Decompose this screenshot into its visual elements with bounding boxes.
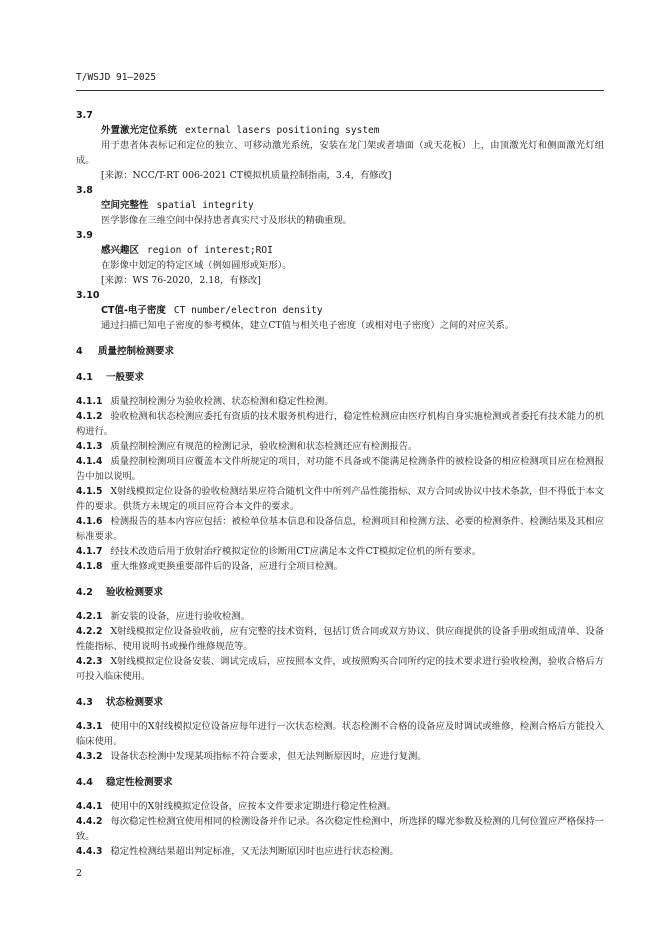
clause-number: 4.1.7 <box>76 546 103 557</box>
term-zh: 空间完整性 <box>101 200 149 211</box>
clause-number: 4.4.1 <box>76 801 103 812</box>
clause-number: 4.4.3 <box>76 846 103 857</box>
clause <box>76 544 604 559</box>
term-definition: 医学影像在三维空间中保持患者真实尺寸及形状的精确重现。 <box>101 215 353 226</box>
clause-text: 经技术改造后用于放射治疗模拟定位的诊断用CT应满足本文件CT模拟定位机的所有要求。 <box>110 546 482 557</box>
term-heading <box>76 198 604 213</box>
term-en: CT number/electron density <box>173 305 323 316</box>
term-number: 3.10 <box>76 290 100 301</box>
term-source: [来源：NCC/T-RT 006-2021 CT模拟机质量控制指南，3.4，有修改] <box>101 170 392 181</box>
term-definition: 用于患者体表标记和定位的独立、可移动激光系统，安装在龙门架或者墙面（或天花板）上，由顶激光灯和侧面激光灯组成。 <box>76 140 604 166</box>
clause-text: 质量控制检测分为验收检测、状态检测和稳定性检测。 <box>110 396 334 407</box>
section-title: 稳定性检测要求 <box>106 777 173 788</box>
clause <box>76 439 604 454</box>
term-zh: 外置激光定位系统 <box>101 125 178 136</box>
clause-text: 质量控制检测项目应覆盖本文件所规定的项目，对功能不具备或不能满足检测条件的被检设备的相应检测项目应在检测报告中加以说明。 <box>76 456 604 482</box>
term-number: 3.8 <box>76 185 93 196</box>
clause-number: 4.3.2 <box>76 751 103 762</box>
clause <box>76 799 604 814</box>
clause <box>76 844 604 859</box>
clause-text: 使用中的X射线模拟定位设备，应按本文件要求定期进行稳定性检测。 <box>110 801 397 812</box>
clause-number: 4.3.1 <box>76 721 103 732</box>
clause-text: 质量控制检测应有规范的检测记录，验收检测和状态检测还应有检测报告。 <box>110 441 418 452</box>
chapter-title: 质量控制检测要求 <box>98 346 175 357</box>
term-number: 3.9 <box>76 230 93 241</box>
clause <box>76 514 604 544</box>
clause-text: 使用中的X射线模拟定位设备应每年进行一次状态检测。状态检测不合格的设备应及时调试或维修，检测合格后方能投入临床使用。 <box>76 721 604 747</box>
clause-number: 4.1.8 <box>76 561 103 572</box>
clause <box>76 409 604 439</box>
term-entry <box>76 228 604 288</box>
clause-text: X射线模拟定位设备安装、调试完成后，应按照本文件，或按照购买合同所约定的技术要求进行验收检测，验收合格后方可投入临床使用。 <box>76 656 604 682</box>
term-source: [来源：WS 76-2020，2.18，有修改] <box>101 275 261 286</box>
chapter-number: 4 <box>76 346 83 357</box>
clause <box>76 654 604 684</box>
term-en: region of interest;ROI <box>147 245 273 256</box>
term-definition: 在影像中划定的特定区域（例如圆形或矩形）。 <box>101 260 292 271</box>
term-en: spatial integrity <box>156 200 254 211</box>
page-body <box>76 108 604 859</box>
clause-text: 设备状态检测中发现某项指标不符合要求，但无法判断原因时，应进行复测。 <box>110 751 427 762</box>
term-heading <box>76 303 604 318</box>
clause-number: 4.1.1 <box>76 396 103 407</box>
header-divider <box>76 90 604 91</box>
term-heading <box>76 243 604 258</box>
clause-text: 验收检测和状态检测应委托有资质的技术服务机构进行，稳定性检测应由医疗机构自身实施检测或者委托有技术能力的机构进行。 <box>76 411 604 437</box>
clause <box>76 609 604 624</box>
chapter-heading <box>76 344 604 359</box>
section-number: 4.2 <box>76 587 93 598</box>
term-zh: 感兴趣区 <box>101 245 140 256</box>
clause <box>76 559 604 574</box>
clause <box>76 484 604 514</box>
term-en: external lasers positioning system <box>185 125 380 136</box>
section-number: 4.3 <box>76 697 93 708</box>
section-heading <box>76 695 604 710</box>
clause <box>76 814 604 844</box>
clause-number: 4.1.3 <box>76 441 103 452</box>
clause-number: 4.1.6 <box>76 516 103 527</box>
term-entry <box>76 288 604 333</box>
section-heading <box>76 370 604 385</box>
section-number: 4.1 <box>76 372 93 383</box>
standard-code: T/WSJD 91—2025 <box>76 72 157 83</box>
clause-number: 4.2.1 <box>76 611 103 622</box>
term-number: 3.7 <box>76 110 93 121</box>
section-heading <box>76 775 604 790</box>
section-title: 状态检测要求 <box>106 697 164 708</box>
section-title: 一般要求 <box>106 372 145 383</box>
clause-text: X射线模拟定位设备验收前，应有完整的技术资料，包括订货合同或双方协议、供应商提供的设备手册或组成清单、设备性能指标、使用说明书或操作维修规范等。 <box>76 626 604 652</box>
clause-text: X射线模拟定位设备的验收检测结果应符合随机文件中所列产品性能指标、双方合同或协议中技术条款，但不得低于本文件的要求。供货方未规定的项目应符合本文件的要求。 <box>76 486 604 512</box>
clause <box>76 719 604 749</box>
clause <box>76 749 604 764</box>
term-entry <box>76 183 604 228</box>
term-definition: 通过扫描已知电子密度的参考模体，建立CT值与相关电子密度（或相对电子密度）之间的对应关系。 <box>101 320 515 331</box>
clause-text: 每次稳定性检测宜使用相同的检测设备并作记录。各次稳定性检测中，所选择的曝光参数及检测的几何位置应严格保持一致。 <box>76 816 604 842</box>
clause-text: 稳定性检测结果超出判定标准，又无法判断原因时也应进行状态检测。 <box>110 846 399 857</box>
clause <box>76 624 604 654</box>
clause-text: 重大维修或更换重要部件后的设备，应进行全项目检测。 <box>110 561 343 572</box>
section-title: 验收检测要求 <box>106 587 164 598</box>
clause-number: 4.1.4 <box>76 456 103 467</box>
term-heading <box>76 123 604 138</box>
term-zh: CT值-电子密度 <box>101 305 166 316</box>
clause-text: 新安装的设备，应进行验收检测。 <box>110 611 250 622</box>
clause <box>76 454 604 484</box>
clause-number: 4.2.3 <box>76 656 103 667</box>
clause-number: 4.1.5 <box>76 486 103 497</box>
section-heading <box>76 585 604 600</box>
clause-number: 4.2.2 <box>76 626 103 637</box>
clause-number: 4.4.2 <box>76 816 103 827</box>
term-entry <box>76 108 604 183</box>
clause <box>76 394 604 409</box>
clause-text: 检测报告的基本内容应包括：被检单位基本信息和设备信息，检测项目和检测方法、必要的检测条件、检测结果及其相应标准要求。 <box>76 516 604 542</box>
section-number: 4.4 <box>76 777 93 788</box>
page-number: 2 <box>76 868 83 879</box>
clause-number: 4.1.2 <box>76 411 103 422</box>
